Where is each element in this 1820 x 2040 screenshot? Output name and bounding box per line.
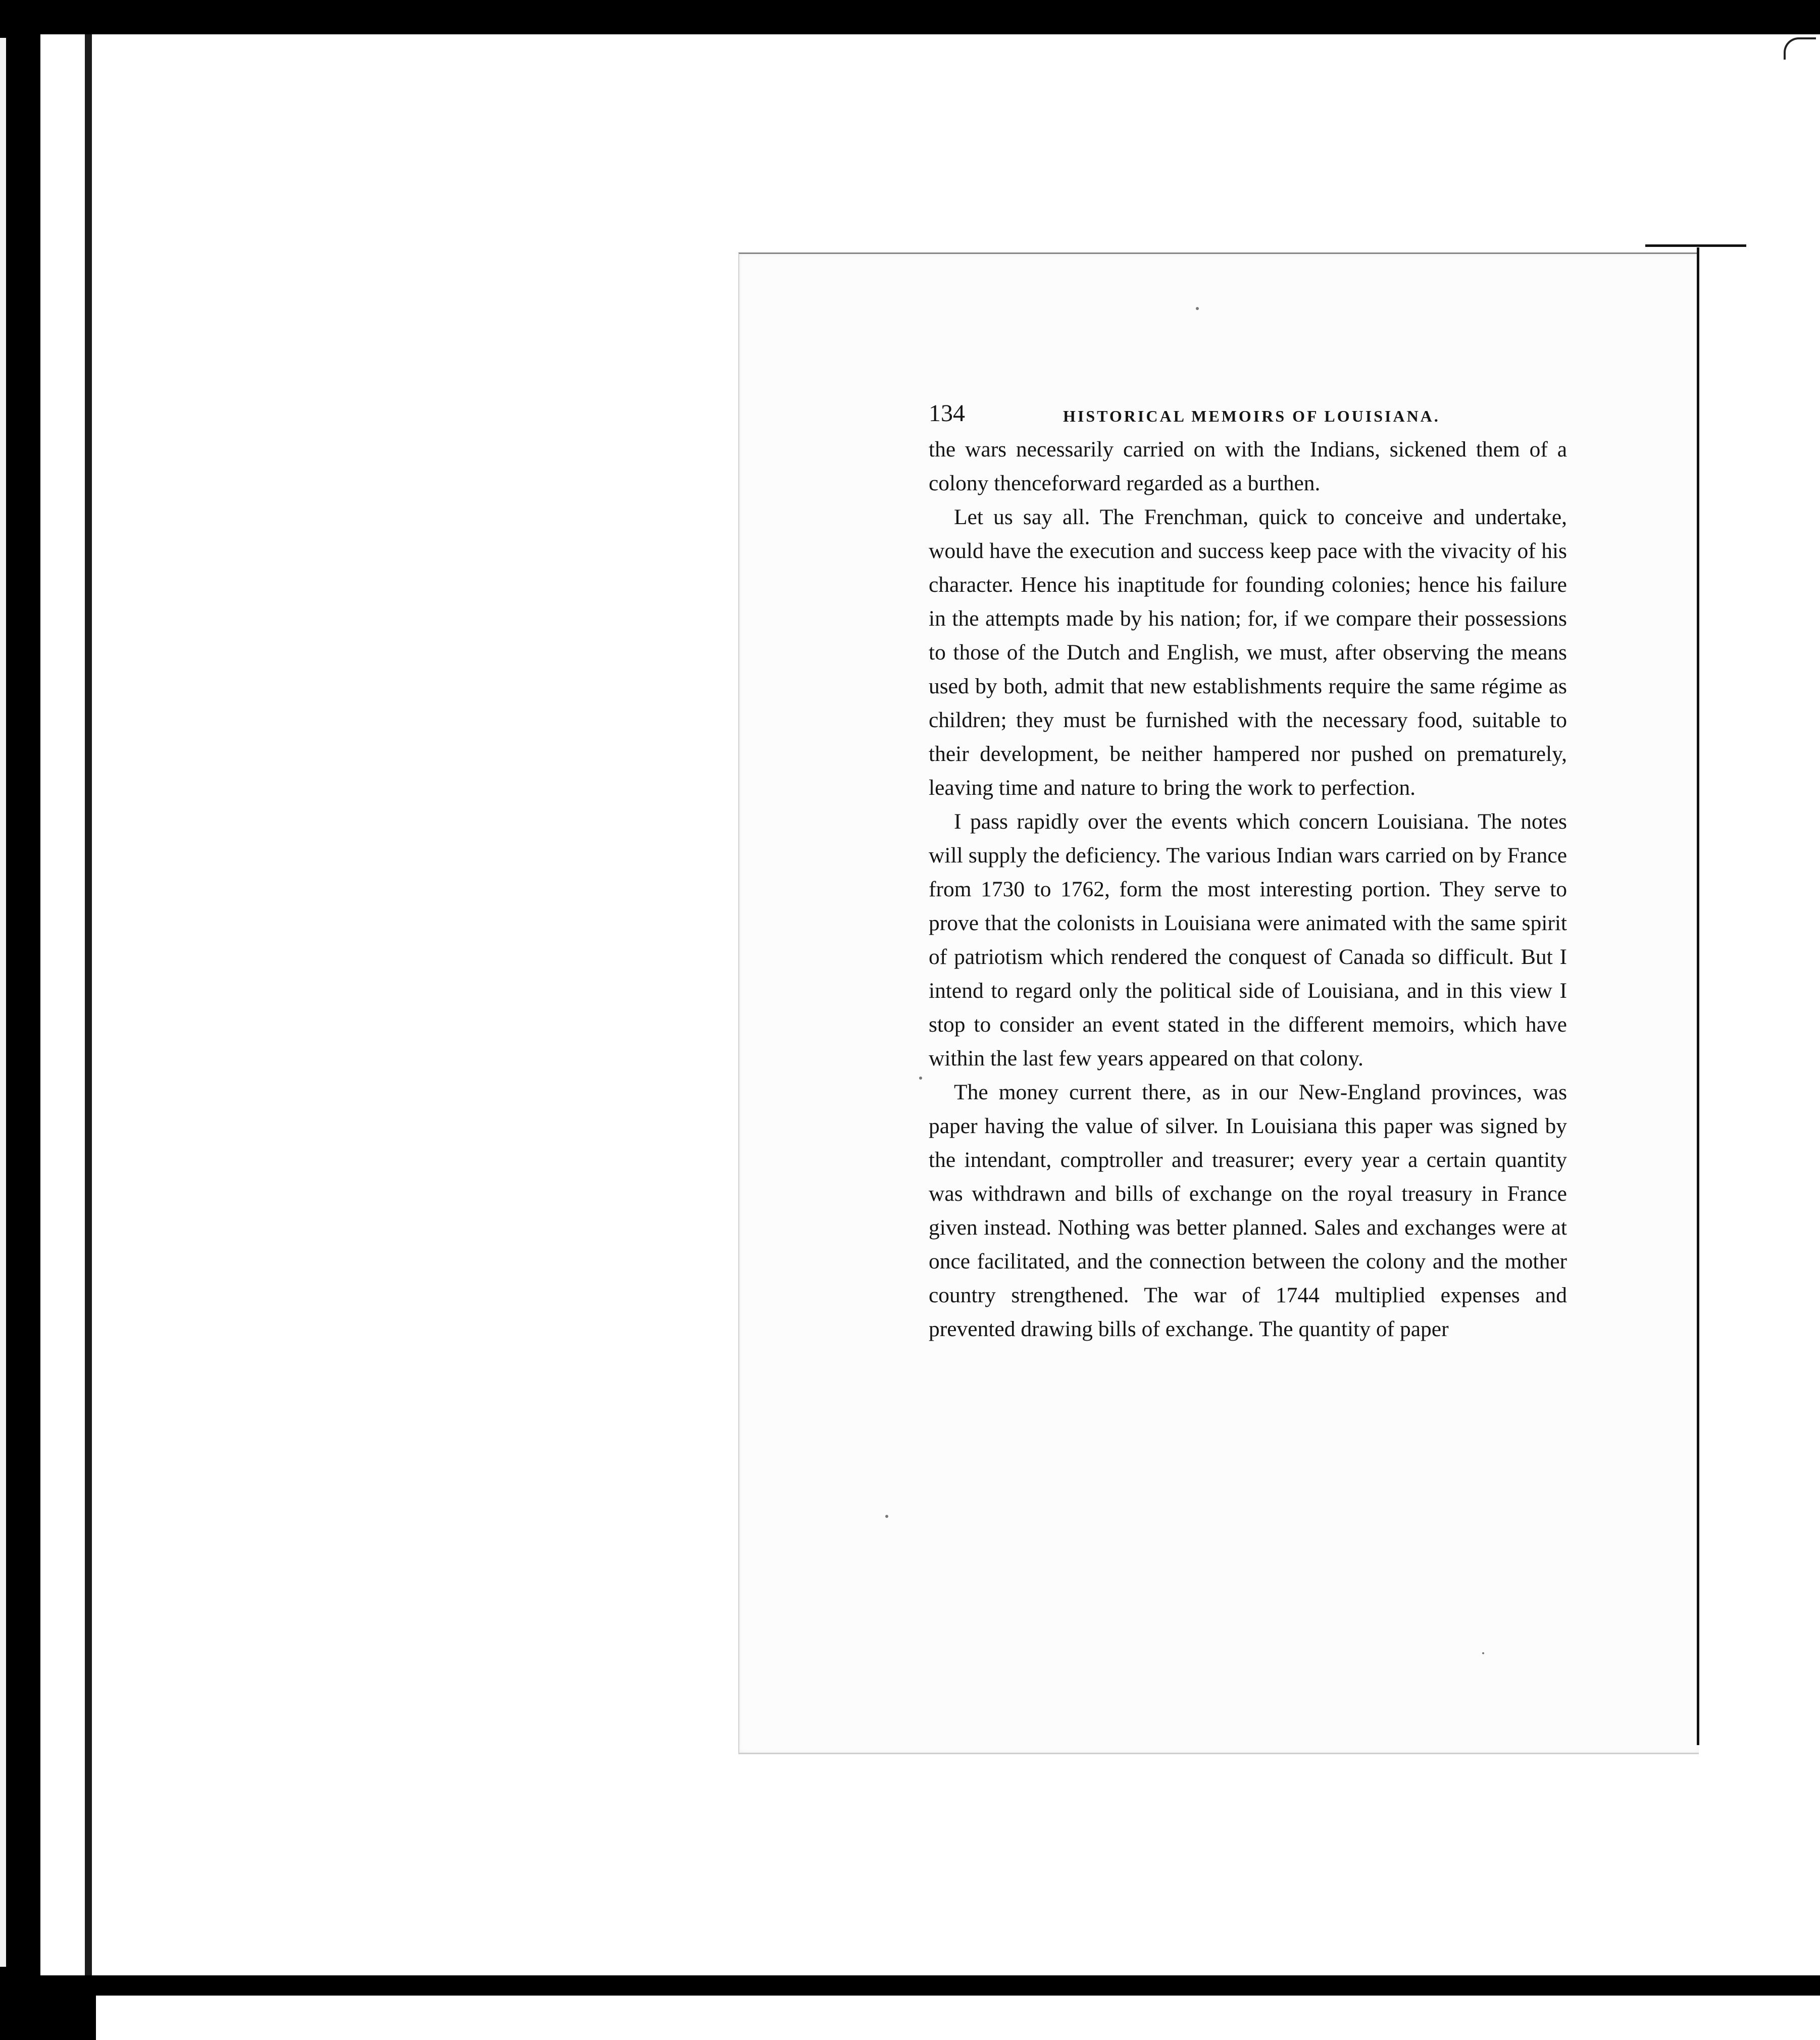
page-text-block xyxy=(929,394,1567,1346)
scan-border-corner xyxy=(0,1996,96,2040)
scan-border-bottom xyxy=(0,1975,1820,1996)
running-head xyxy=(929,394,1567,433)
gutter-rule xyxy=(1697,247,1699,1745)
gutter-top-tick xyxy=(1645,244,1746,247)
page-number: 134 xyxy=(929,400,965,427)
paragraph: The money current there, as in our New-England provinces, was paper having the value of silver. In Louisiana this paper was signed by the intendant, comptroller and treasurer; every year a certain quantity was withdrawn and bills of exchange on the royal treasury in France given instead. Nothing was better planned. Sales and exchanges were at once facilitated, and the connection between the colony and the mother country strengthened. The war of 1744 multiplied expenses and prevented drawing bills of exchange. The quantity of paper xyxy=(929,1080,1567,1341)
scan-speck xyxy=(1196,307,1199,310)
scan-speck xyxy=(1482,1652,1484,1654)
scan-edge-strip xyxy=(0,38,6,1967)
running-head-title: HISTORICAL MEMOIRS OF LOUISIANA. xyxy=(1063,407,1440,425)
scan-speck xyxy=(885,1515,888,1518)
scan-speck xyxy=(919,1077,922,1080)
scan-border-left xyxy=(0,0,40,2040)
binding-edge xyxy=(85,34,92,1975)
paragraph: Let us say all. The Frenchman, quick to conceive and undertake, would have the execution and success keep pace with the vivacity of his character. Hence his inaptitude for founding colonies; hence his failure in the attempts made by his nation; for, if we compare their possessions to those of the Dutch and English, we must, after observing the means used by both, admit that new establishments require the same régime as children; they must be furnished with the necessary food, suitable to their development, be neither hampered nor pushed on prematurely, leaving time and nature to bring the work to perfection. xyxy=(929,505,1567,800)
corner-curl-mark xyxy=(1784,37,1816,60)
paragraph: the wars necessarily carried on with the Indians, sickened them of a colony thenceforward regarded as a burthen. xyxy=(929,437,1567,495)
scan-border-top xyxy=(0,0,1820,34)
paragraph: I pass rapidly over the events which concern Louisiana. The notes will supply the deficiency. The various Indian wars carried on by France from 1730 to 1762, form the most interesting portion. They serve to prove that the colonists in Louisiana were animated with the same spirit of patriotism which rendered the conquest of Canada so difficult. But I intend to regard only the political side of Louisiana, and in this view I stop to consider an event stated in the different memoirs, which have within the last few years appeared on that colony. xyxy=(929,809,1567,1070)
